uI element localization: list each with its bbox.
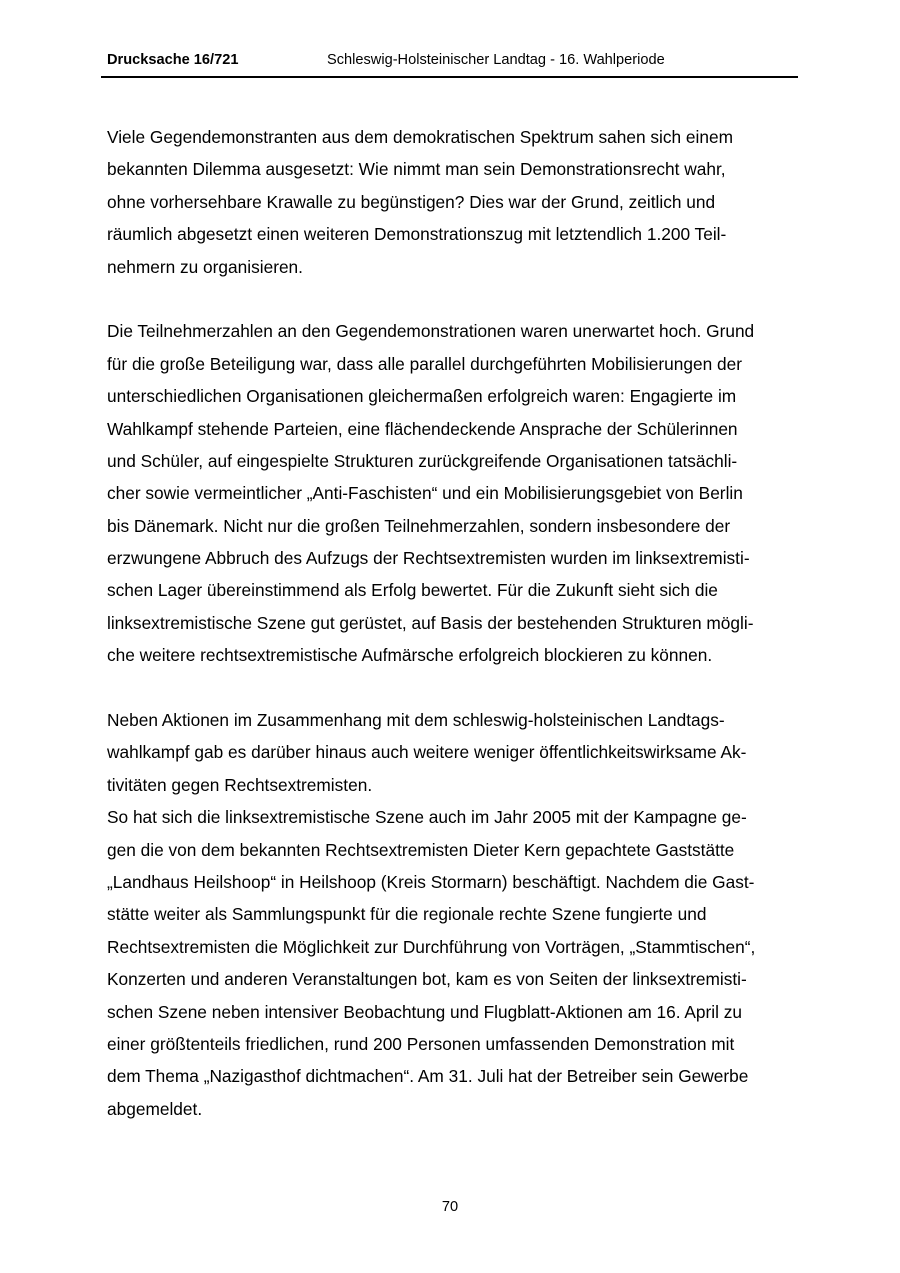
text-line: für die große Beteiligung war, dass alle parallel durchgeführten Mobilisierungen der [107,353,742,374]
text-line: Viele Gegendemonstranten aus dem demokratischen Spektrum sahen sich einem [107,127,733,147]
text-line: wahlkampf gab es darüber hinaus auch weitere weniger öffentlichkeitswirksame Ak- [107,742,747,763]
text-line: einer größtenteils friedlichen, rund 200 Personen umfassenden Demonstration mit [107,1033,735,1054]
text-line: abgemeldet. [107,1098,203,1119]
paragraph-1 [107,121,797,283]
text-line: gen die von dem bekannten Rechtsextremisten Dieter Kern gepachtete Gaststätte [107,839,735,860]
text-line: Konzerten und anderen Veranstaltungen bot, kam es von Seiten der linksextremisti- [107,969,747,990]
parliament-period: Schleswig-Holsteinischer Landtag - 16. Wahlperiode [327,52,665,68]
text-line: Rechtsextremisten die Möglichkeit zur Durchführung von Vorträgen, „Stammtischen“, [107,936,756,957]
paragraph-spacer [107,283,797,315]
paragraph-3 [107,704,797,1125]
text-line: stätte weiter als Sammlungspunkt für die regionale rechte Szene fungierte und [107,904,707,925]
text-line: Die Teilnehmerzahlen an den Gegendemonstrationen waren unerwartet hoch. Grund [107,321,755,342]
paragraph-2 [107,315,797,671]
text-line: linksextremistische Szene gut gerüstet, auf Basis der bestehenden Strukturen mögli- [107,612,754,633]
page-header [101,52,798,78]
text-line: Wahlkampf stehende Parteien, eine flächendeckende Ansprache der Schülerinnen [107,418,738,439]
text-line: räumlich abgesetzt einen weiteren Demonstrationszug mit letztendlich 1.200 Teil- [107,224,727,245]
text-line: tivitäten gegen Rechtsextremisten. [107,774,373,795]
text-line: schen Szene neben intensiver Beobachtung und Flugblatt-Aktionen am 16. April zu [107,1001,743,1022]
paragraph-spacer [107,672,797,704]
text-line: che weitere rechtsextremistische Aufmärsche erfolgreich blockieren zu können. [107,645,713,666]
text-line: Neben Aktionen im Zusammenhang mit dem schleswig-holsteinischen Landtags- [107,710,725,731]
page-number: 70 [441,1199,459,1215]
text-line: unterschiedlichen Organisationen gleichermaßen erfolgreich waren: Engagierte im [107,386,737,407]
text-line: und Schüler, auf eingespielte Strukturen zurückgreifende Organisationen tatsächli- [107,450,738,471]
document-number: Drucksache 16/721 [107,52,239,68]
text-line: dem Thema „Nazigasthof dichtmachen“. Am 31. Juli hat der Betreiber sein Gewerbe [107,1066,749,1087]
text-line: ohne vorhersehbare Krawalle zu begünstigen? Dies war der Grund, zeitlich und [107,191,716,212]
text-line: schen Lager übereinstimmend als Erfolg bewertet. Für die Zukunft sieht sich die [107,580,718,601]
text-line: bis Dänemark. Nicht nur die großen Teilnehmerzahlen, sondern insbesondere der [107,515,731,536]
document-body [107,121,797,1125]
text-line: „Landhaus Heilshoop“ in Heilshoop (Kreis Stormarn) beschäftigt. Nachdem die Gast- [107,871,755,892]
text-line: bekannten Dilemma ausgesetzt: Wie nimmt man sein Demonstrationsrecht wahr, [107,159,726,180]
text-line: erzwungene Abbruch des Aufzugs der Rechtsextremisten wurden im linksextremisti- [107,548,750,569]
text-line: So hat sich die linksextremistische Szene auch im Jahr 2005 mit der Kampagne ge- [107,807,747,828]
text-line: cher sowie vermeintlicher „Anti-Faschisten“ und ein Mobilisierungsgebiet von Berlin [107,483,743,504]
text-line: nehmern zu organisieren. [107,256,303,277]
